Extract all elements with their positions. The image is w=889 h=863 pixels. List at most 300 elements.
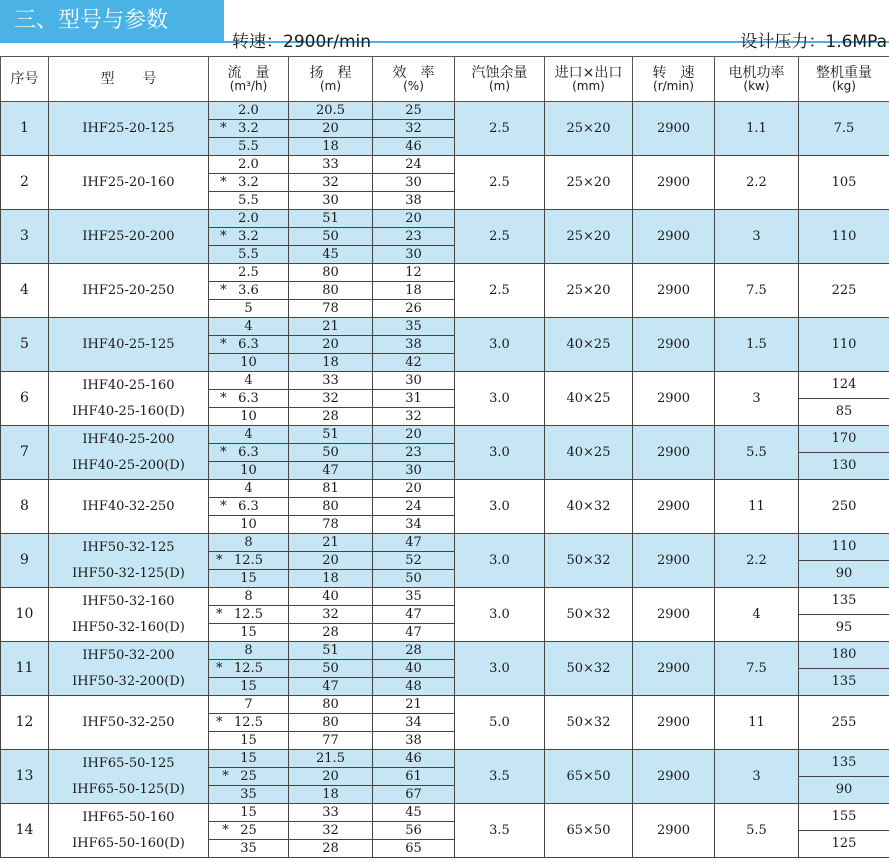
flow-cell <box>209 804 289 822</box>
flow-value: 3.2 <box>238 121 259 136</box>
head-cell: 32 <box>289 822 373 840</box>
head-cell: 18 <box>289 570 373 588</box>
npsh-cell: 3.0 <box>455 318 545 372</box>
power-cell: 11 <box>715 480 799 534</box>
efficiency-cell: 24 <box>373 156 455 174</box>
table-row <box>1 804 889 822</box>
weight-cell <box>799 372 889 426</box>
head-cell: 51 <box>289 210 373 228</box>
head-cell: 20 <box>289 768 373 786</box>
speed-cell: 2900 <box>633 102 715 156</box>
flow-cell <box>209 552 289 570</box>
flow-cell <box>209 588 289 606</box>
model-cell <box>49 318 209 372</box>
head-cell: 40 <box>289 588 373 606</box>
col-eff-header: 效 率 (%) <box>373 57 455 102</box>
flow-value: 6.3 <box>238 391 259 406</box>
weight-value: 135 <box>799 668 889 695</box>
weight-value: 225 <box>831 282 857 298</box>
flow-cell <box>209 228 289 246</box>
flow-value: 15 <box>240 625 257 640</box>
efficiency-cell: 47 <box>373 624 455 642</box>
inlet-outlet-cell: 65×50 <box>545 804 633 858</box>
inlet-outlet-cell: 50×32 <box>545 534 633 588</box>
power-cell: 3 <box>715 210 799 264</box>
inlet-outlet-cell: 25×20 <box>545 264 633 318</box>
flow-cell <box>209 138 289 156</box>
weight-value: 105 <box>831 174 857 190</box>
col-model-header: 型 号 <box>49 57 209 102</box>
flow-value: 3.2 <box>238 229 259 244</box>
power-cell: 2.2 <box>715 534 799 588</box>
npsh-cell: 2.5 <box>455 102 545 156</box>
flow-cell <box>209 174 289 192</box>
row-number: 13 <box>1 750 49 804</box>
head-cell: 80 <box>289 282 373 300</box>
table-row <box>1 372 889 390</box>
flow-value: 4 <box>244 373 253 388</box>
efficiency-cell: 45 <box>373 804 455 822</box>
col-npsh-header: 汽蚀余量 (m) <box>455 57 545 102</box>
row-number: 4 <box>1 264 49 318</box>
weight-value: 125 <box>799 830 889 857</box>
head-cell: 80 <box>289 714 373 732</box>
npsh-cell: 3.0 <box>455 534 545 588</box>
flow-value: 2.5 <box>238 265 259 280</box>
rated-point-marker: * <box>222 769 229 784</box>
efficiency-cell: 28 <box>373 642 455 660</box>
speed-cell: 2900 <box>633 480 715 534</box>
efficiency-cell: 38 <box>373 732 455 750</box>
row-number: 8 <box>1 480 49 534</box>
weight-cell <box>799 156 889 210</box>
flow-cell <box>209 156 289 174</box>
flow-cell <box>209 750 289 768</box>
model-cell <box>49 750 209 804</box>
weight-value: 90 <box>799 776 889 803</box>
col-power-header: 电机功率 (kw) <box>715 57 799 102</box>
head-cell: 80 <box>289 264 373 282</box>
flow-cell <box>209 390 289 408</box>
weight-value: 124 <box>831 377 857 392</box>
flow-value: 6.3 <box>238 337 259 352</box>
flow-value: 25 <box>240 769 257 784</box>
model-name: IHF65-50-125(D) <box>72 781 185 797</box>
flow-value: 8 <box>244 589 253 604</box>
efficiency-cell: 30 <box>373 372 455 390</box>
efficiency-cell: 30 <box>373 246 455 264</box>
table-row <box>1 156 889 174</box>
flow-cell <box>209 786 289 804</box>
flow-cell <box>209 120 289 138</box>
flow-cell <box>209 678 289 696</box>
head-cell: 50 <box>289 660 373 678</box>
efficiency-cell: 20 <box>373 210 455 228</box>
power-cell: 7.5 <box>715 642 799 696</box>
flow-cell <box>209 426 289 444</box>
model-cell <box>49 426 209 480</box>
speed-cell: 2900 <box>633 156 715 210</box>
weight-cell <box>799 804 889 858</box>
flow-cell <box>209 300 289 318</box>
flow-cell <box>209 462 289 480</box>
model-name: IHF40-25-200 <box>82 431 175 447</box>
row-number: 3 <box>1 210 49 264</box>
weight-value: 110 <box>831 228 857 244</box>
head-cell: 30 <box>289 192 373 210</box>
flow-value: 2.0 <box>238 157 259 172</box>
row-number: 1 <box>1 102 49 156</box>
efficiency-cell: 12 <box>373 264 455 282</box>
head-cell: 51 <box>289 642 373 660</box>
power-cell: 3 <box>715 372 799 426</box>
section-title: 三、型号与参数 <box>0 0 224 42</box>
efficiency-cell: 50 <box>373 570 455 588</box>
flow-cell <box>209 282 289 300</box>
efficiency-cell: 47 <box>373 534 455 552</box>
head-cell: 18 <box>289 786 373 804</box>
rated-point-marker: * <box>220 175 227 190</box>
npsh-cell: 3.0 <box>455 480 545 534</box>
flow-cell <box>209 534 289 552</box>
table-row <box>1 480 889 498</box>
table-row <box>1 318 889 336</box>
speed-cell: 2900 <box>633 318 715 372</box>
row-number: 12 <box>1 696 49 750</box>
table-row <box>1 426 889 444</box>
flow-value: 10 <box>240 355 257 370</box>
flow-cell <box>209 768 289 786</box>
table-row <box>1 264 889 282</box>
flow-value: 2.0 <box>238 211 259 226</box>
rated-point-marker: * <box>216 661 223 676</box>
inlet-outlet-cell: 25×20 <box>545 210 633 264</box>
speed-cell: 2900 <box>633 642 715 696</box>
flow-value: 35 <box>240 787 257 802</box>
power-cell: 11 <box>715 696 799 750</box>
efficiency-cell: 20 <box>373 480 455 498</box>
flow-cell <box>209 714 289 732</box>
head-cell: 81 <box>289 480 373 498</box>
col-rpm-header: 转 速 (r/min) <box>633 57 715 102</box>
row-number: 14 <box>1 804 49 858</box>
head-cell: 28 <box>289 408 373 426</box>
speed-cell: 2900 <box>633 210 715 264</box>
efficiency-cell: 21 <box>373 696 455 714</box>
head-cell: 32 <box>289 390 373 408</box>
flow-cell <box>209 498 289 516</box>
flow-cell <box>209 210 289 228</box>
head-cell: 45 <box>289 246 373 264</box>
weight-cell <box>799 318 889 372</box>
weight-cell <box>799 264 889 318</box>
efficiency-cell: 32 <box>373 120 455 138</box>
power-cell: 7.5 <box>715 264 799 318</box>
flow-value: 3.6 <box>238 283 259 298</box>
flow-cell <box>209 408 289 426</box>
speed-cell: 2900 <box>633 588 715 642</box>
npsh-cell: 2.5 <box>455 156 545 210</box>
head-cell: 20 <box>289 120 373 138</box>
rated-point-marker: * <box>222 823 229 838</box>
model-cell <box>49 372 209 426</box>
model-cell <box>49 480 209 534</box>
flow-cell <box>209 318 289 336</box>
weight-value: 135 <box>831 593 857 608</box>
head-cell: 50 <box>289 444 373 462</box>
model-cell <box>49 156 209 210</box>
flow-value: 10 <box>240 463 257 478</box>
flow-value: 6.3 <box>238 445 259 460</box>
power-cell: 1.1 <box>715 102 799 156</box>
flow-cell <box>209 192 289 210</box>
efficiency-cell: 61 <box>373 768 455 786</box>
model-cell <box>49 210 209 264</box>
head-cell: 78 <box>289 300 373 318</box>
model-name: IHF65-50-160 <box>82 809 175 825</box>
efficiency-cell: 38 <box>373 192 455 210</box>
weight-cell <box>799 534 889 588</box>
model-cell <box>49 804 209 858</box>
head-cell: 80 <box>289 696 373 714</box>
efficiency-cell: 34 <box>373 516 455 534</box>
head-cell: 80 <box>289 498 373 516</box>
flow-cell <box>209 696 289 714</box>
flow-cell <box>209 606 289 624</box>
efficiency-cell: 35 <box>373 588 455 606</box>
flow-value: 15 <box>240 571 257 586</box>
weight-value: 250 <box>831 498 857 514</box>
flow-cell <box>209 246 289 264</box>
table-row <box>1 696 889 714</box>
flow-value: 4 <box>244 481 253 496</box>
table-row <box>1 750 889 768</box>
model-name: IHF65-50-125 <box>82 755 175 771</box>
flow-value: 15 <box>240 751 257 766</box>
flow-value: 2.0 <box>238 103 259 118</box>
head-cell: 20 <box>289 336 373 354</box>
weight-value: 90 <box>799 560 889 587</box>
pressure-note: 设计压力：1.6MPa <box>740 32 887 52</box>
model-cell <box>49 696 209 750</box>
flow-value: 35 <box>240 841 257 856</box>
table-row <box>1 210 889 228</box>
model-name: IHF40-32-250 <box>82 498 175 514</box>
row-number: 2 <box>1 156 49 210</box>
flow-cell <box>209 570 289 588</box>
efficiency-cell: 24 <box>373 498 455 516</box>
head-cell: 21.5 <box>289 750 373 768</box>
col-flow-header: 流 量 (m³/h) <box>209 57 289 102</box>
npsh-cell: 2.5 <box>455 264 545 318</box>
inlet-outlet-cell: 50×32 <box>545 588 633 642</box>
flow-cell <box>209 480 289 498</box>
flow-value: 6.3 <box>238 499 259 514</box>
rated-point-marker: * <box>216 715 223 730</box>
model-name: IHF25-20-250 <box>82 282 175 298</box>
model-cell <box>49 534 209 588</box>
model-name: IHF50-32-250 <box>82 714 175 730</box>
inlet-outlet-cell: 40×25 <box>545 426 633 480</box>
flow-value: 5.5 <box>238 139 259 154</box>
flow-cell <box>209 660 289 678</box>
efficiency-cell: 30 <box>373 174 455 192</box>
weight-cell <box>799 102 889 156</box>
efficiency-cell: 23 <box>373 228 455 246</box>
npsh-cell: 3.5 <box>455 750 545 804</box>
inlet-outlet-cell: 25×20 <box>545 102 633 156</box>
head-cell: 28 <box>289 624 373 642</box>
weight-value: 130 <box>799 452 889 479</box>
model-name: IHF50-32-160 <box>82 593 175 609</box>
efficiency-cell: 32 <box>373 408 455 426</box>
weight-value: 135 <box>831 755 857 770</box>
speed-cell: 2900 <box>633 372 715 426</box>
spec-table-body <box>1 102 889 858</box>
weight-cell <box>799 426 889 480</box>
model-name: IHF25-20-160 <box>82 174 175 190</box>
flow-cell <box>209 264 289 282</box>
model-name: IHF40-25-160 <box>82 377 175 393</box>
head-cell: 21 <box>289 318 373 336</box>
flow-cell <box>209 102 289 120</box>
table-row <box>1 642 889 660</box>
rated-point-marker: * <box>220 229 227 244</box>
weight-value: 255 <box>831 714 857 730</box>
flow-cell <box>209 624 289 642</box>
efficiency-cell: 46 <box>373 138 455 156</box>
col-io-header: 进口×出口 (mm) <box>545 57 633 102</box>
header-row <box>1 57 889 102</box>
head-cell: 77 <box>289 732 373 750</box>
model-cell <box>49 102 209 156</box>
efficiency-cell: 25 <box>373 102 455 120</box>
flow-value: 15 <box>240 733 257 748</box>
spec-table <box>0 56 889 858</box>
rated-point-marker: * <box>220 499 227 514</box>
rated-point-marker: * <box>220 337 227 352</box>
weight-value: 85 <box>799 398 889 425</box>
flow-value: 8 <box>244 535 253 550</box>
power-cell: 2.2 <box>715 156 799 210</box>
head-cell: 32 <box>289 174 373 192</box>
flow-cell <box>209 840 289 858</box>
flow-value: 5.5 <box>238 247 259 262</box>
inlet-outlet-cell: 40×25 <box>545 318 633 372</box>
rated-point-marker: * <box>216 607 223 622</box>
head-cell: 33 <box>289 156 373 174</box>
efficiency-cell: 18 <box>373 282 455 300</box>
speed-cell: 2900 <box>633 426 715 480</box>
table-row <box>1 534 889 552</box>
power-cell: 4 <box>715 588 799 642</box>
rated-point-marker: * <box>220 445 227 460</box>
efficiency-cell: 35 <box>373 318 455 336</box>
row-number: 6 <box>1 372 49 426</box>
table-row <box>1 588 889 606</box>
weight-value: 110 <box>831 336 857 352</box>
flow-value: 4 <box>244 319 253 334</box>
weight-value: 7.5 <box>833 120 855 136</box>
flow-value: 12.5 <box>234 607 263 622</box>
flow-value: 5.5 <box>238 193 259 208</box>
speed-cell: 2900 <box>633 534 715 588</box>
model-name: IHF25-20-125 <box>82 120 175 136</box>
efficiency-cell: 65 <box>373 840 455 858</box>
row-number: 5 <box>1 318 49 372</box>
efficiency-cell: 42 <box>373 354 455 372</box>
flow-value: 8 <box>244 643 253 658</box>
efficiency-cell: 26 <box>373 300 455 318</box>
efficiency-cell: 34 <box>373 714 455 732</box>
weight-cell <box>799 642 889 696</box>
row-number: 9 <box>1 534 49 588</box>
npsh-cell: 2.5 <box>455 210 545 264</box>
model-name: IHF40-25-125 <box>82 336 175 352</box>
model-name: IHF40-25-160(D) <box>72 403 185 419</box>
flow-value: 10 <box>240 409 257 424</box>
efficiency-cell: 48 <box>373 678 455 696</box>
efficiency-cell: 46 <box>373 750 455 768</box>
head-cell: 47 <box>289 462 373 480</box>
model-name: IHF40-25-200(D) <box>72 457 185 473</box>
row-number: 7 <box>1 426 49 480</box>
weight-cell <box>799 210 889 264</box>
weight-value: 110 <box>831 539 857 554</box>
flow-value: 4 <box>244 427 253 442</box>
power-cell: 5.5 <box>715 426 799 480</box>
head-cell: 33 <box>289 372 373 390</box>
efficiency-cell: 20 <box>373 426 455 444</box>
npsh-cell: 3.0 <box>455 642 545 696</box>
npsh-cell: 3.0 <box>455 372 545 426</box>
weight-cell <box>799 588 889 642</box>
npsh-cell: 5.0 <box>455 696 545 750</box>
flow-cell <box>209 354 289 372</box>
model-cell <box>49 642 209 696</box>
head-cell: 18 <box>289 354 373 372</box>
model-name: IHF65-50-160(D) <box>72 835 185 851</box>
flow-value: 7 <box>244 697 253 712</box>
weight-cell <box>799 696 889 750</box>
head-cell: 21 <box>289 534 373 552</box>
flow-cell <box>209 444 289 462</box>
col-weight-header: 整机重量 (kg) <box>799 57 889 102</box>
inlet-outlet-cell: 40×25 <box>545 372 633 426</box>
col-no-header: 序号 <box>1 57 49 102</box>
head-cell: 51 <box>289 426 373 444</box>
weight-value: 155 <box>831 809 857 824</box>
col-head-header: 扬 程 (m) <box>289 57 373 102</box>
efficiency-cell: 56 <box>373 822 455 840</box>
inlet-outlet-cell: 40×32 <box>545 480 633 534</box>
efficiency-cell: 30 <box>373 462 455 480</box>
flow-value: 12.5 <box>234 715 263 730</box>
flow-cell <box>209 372 289 390</box>
efficiency-cell: 38 <box>373 336 455 354</box>
flow-value: 25 <box>240 823 257 838</box>
model-name: IHF25-20-200 <box>82 228 175 244</box>
rated-point-marker: * <box>220 391 227 406</box>
efficiency-cell: 52 <box>373 552 455 570</box>
weight-value: 95 <box>799 614 889 641</box>
model-name: IHF50-32-200 <box>82 647 175 663</box>
head-cell: 20.5 <box>289 102 373 120</box>
inlet-outlet-cell: 50×32 <box>545 642 633 696</box>
model-name: IHF50-32-160(D) <box>72 619 185 635</box>
head-cell: 32 <box>289 606 373 624</box>
efficiency-cell: 67 <box>373 786 455 804</box>
